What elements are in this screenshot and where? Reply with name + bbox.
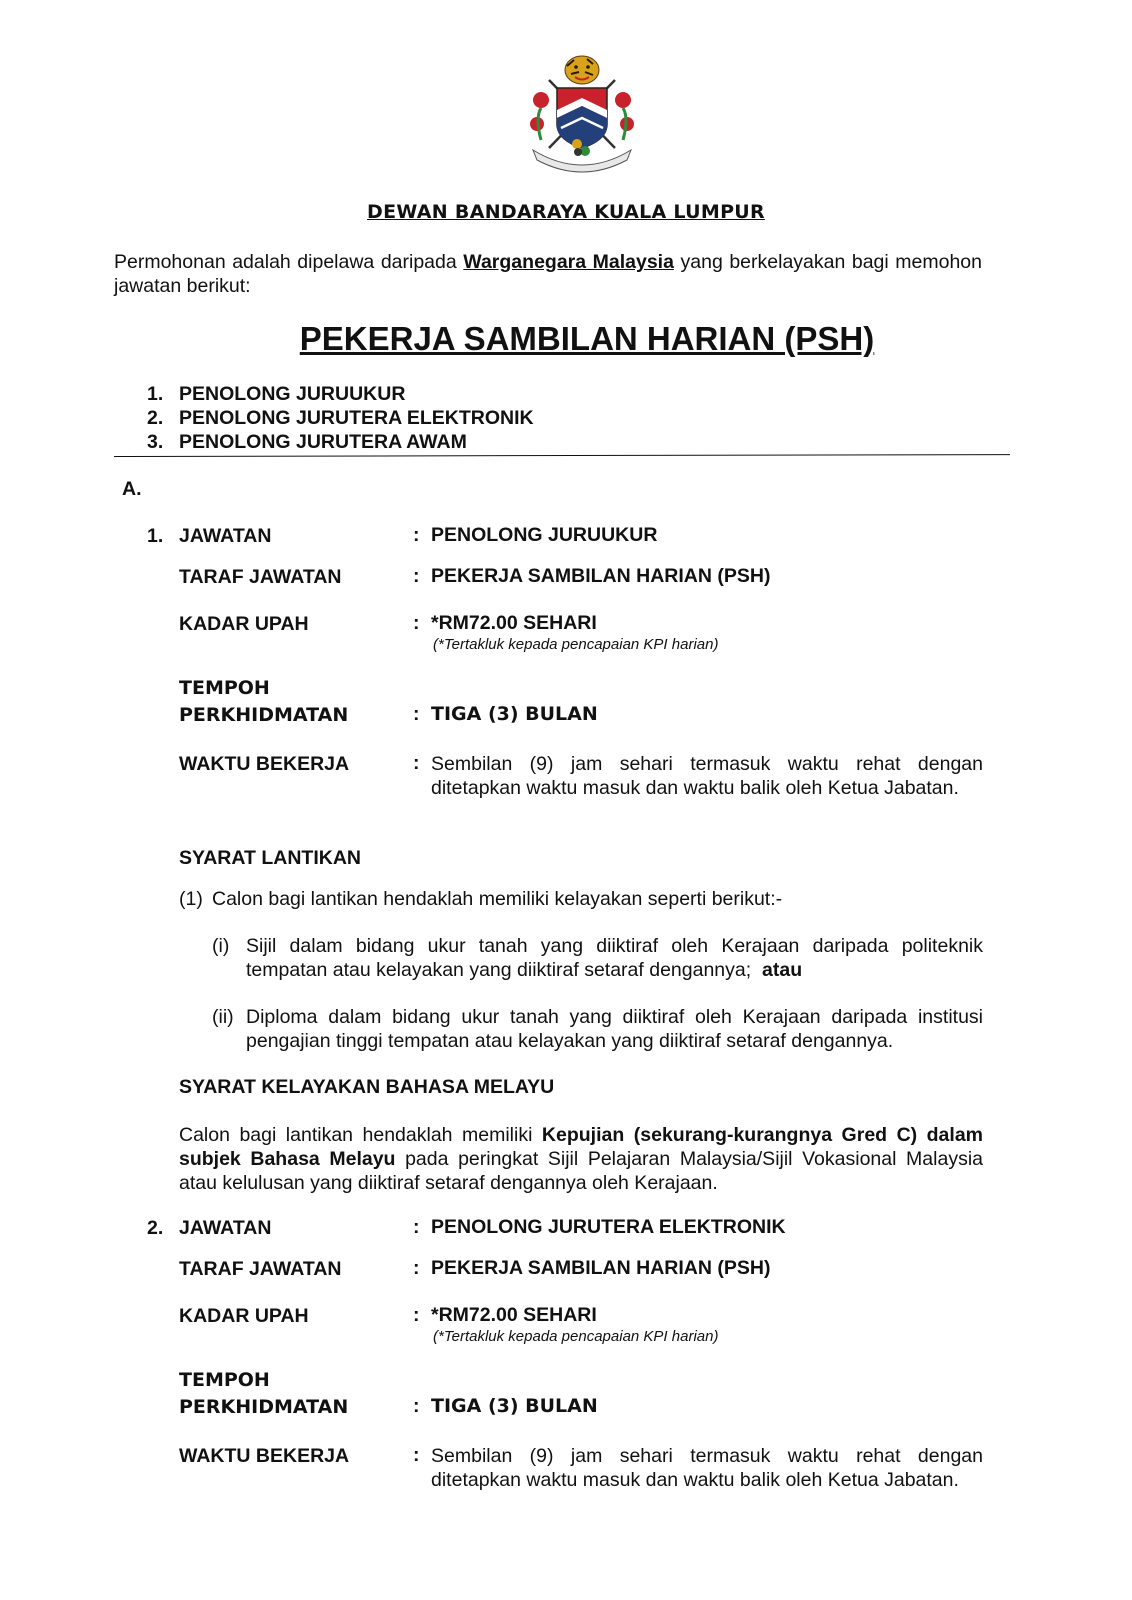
page-title: PEKERJA SAMBILAN HARIAN (PSH)	[299, 320, 875, 357]
value-kadar: *RM72.00 SEHARI	[431, 612, 597, 634]
lantikan-item-text: Sijil dalam bidang ukur tanah yang diiktiraf oleh Kerajaan daripada politeknik tempatan atau kelayakan yang diiktiraf setaraf dengannya;	[246, 935, 983, 981]
label-taraf: TARAF JAWATAN	[179, 1258, 342, 1280]
list-item-text: PENOLONG JURUTERA AWAM	[179, 431, 467, 453]
list-item-text: PENOLONG JURUTERA ELEKTRONIK	[179, 407, 534, 429]
label-tempoh-line1: TEMPOH	[179, 677, 270, 699]
list-item-number: 2.	[147, 407, 164, 429]
lantikan-intro-number: (1)	[179, 888, 203, 910]
value-tempoh: TIGA (3) BULAN	[431, 1395, 598, 1417]
value-kadar: *RM72.00 SEHARI	[431, 1304, 597, 1326]
colon: :	[413, 612, 420, 634]
label-tempoh-line1: TEMPOH	[179, 1369, 270, 1391]
intro-text-before: Permohonan adalah dipelawa daripada	[114, 251, 457, 273]
intro-paragraph	[114, 250, 982, 298]
value-waktu: Sembilan (9) jam sehari termasuk waktu rehat dengan ditetapkan waktu masuk dan waktu balik oleh Ketua Jabatan.	[431, 753, 983, 799]
bahasa-text-bold: Kepujian (sekurang-kurangnya Gred C) dalam subjek Bahasa Melayu	[179, 1124, 983, 1170]
lantikan-item-suffix: atau	[762, 959, 803, 981]
label-tempoh-line2: PERKHIDMATAN	[179, 1396, 349, 1418]
colon: :	[413, 703, 420, 725]
bahasa-paragraph	[179, 1123, 983, 1195]
list-item	[147, 382, 534, 406]
colon: :	[413, 1304, 420, 1326]
job-number: 2.	[147, 1217, 164, 1239]
list-item-number: 1.	[147, 383, 164, 405]
lantikan-item-text: Diploma dalam bidang ukur tanah yang diiktiraf oleh Kerajaan daripada institusi pengajian tinggi tempatan atau kelayakan yang diiktiraf setaraf dengannya.	[246, 1006, 983, 1052]
label-jawatan: JAWATAN	[179, 1217, 272, 1239]
intro-emphasis: Warganegara Malaysia	[463, 251, 674, 273]
section-label: A.	[122, 478, 142, 500]
job-number: 1.	[147, 525, 164, 547]
kadar-note: (*Tertakluk kepada pencapaian KPI harian)	[433, 636, 719, 653]
value-tempoh: TIGA (3) BULAN	[431, 703, 598, 725]
lantikan-item-number: (ii)	[212, 1006, 234, 1028]
divider	[114, 454, 1010, 457]
colon: :	[413, 752, 420, 774]
list-item-number: 3.	[147, 431, 164, 453]
label-syarat-lantikan: SYARAT LANTIKAN	[179, 847, 362, 869]
value-waktu: Sembilan (9) jam sehari termasuk waktu rehat dengan ditetapkan waktu masuk dan waktu balik oleh Ketua Jabatan.	[431, 1445, 983, 1491]
bahasa-text-before: Calon bagi lantikan hendaklah memiliki	[179, 1124, 533, 1146]
label-kadar: KADAR UPAH	[179, 613, 309, 635]
list-item	[147, 406, 534, 430]
label-taraf: TARAF JAWATAN	[179, 566, 342, 588]
label-jawatan: JAWATAN	[179, 525, 272, 547]
colon: :	[413, 1257, 420, 1279]
lantikan-item	[246, 1005, 983, 1053]
colon: :	[413, 1216, 420, 1238]
list-item	[147, 430, 534, 454]
organization-heading: DEWAN BANDARAYA KUALA LUMPUR	[367, 201, 765, 223]
label-kadar: KADAR UPAH	[179, 1305, 309, 1327]
colon: :	[413, 1395, 420, 1417]
list-item-text: PENOLONG JURUUKUR	[179, 383, 406, 405]
colon: :	[413, 1444, 420, 1466]
lantikan-item-number: (i)	[212, 935, 230, 957]
bahasa-text-after: pada peringkat Sijil Pelajaran Malaysia/Sijil Vokasional Malaysia atau kelulusan yang diiktiraf setaraf dengannya oleh Kerajaan.	[179, 1148, 983, 1194]
lantikan-intro: Calon bagi lantikan hendaklah memiliki kelayakan seperti berikut:-	[212, 888, 783, 910]
label-tempoh-line2: PERKHIDMATAN	[179, 704, 349, 726]
lantikan-item	[246, 934, 983, 982]
label-waktu: WAKTU BEKERJA	[179, 753, 350, 775]
value-jawatan: PENOLONG JURUUKUR	[431, 524, 658, 546]
value-taraf: PEKERJA SAMBILAN HARIAN (PSH)	[431, 565, 771, 587]
label-waktu: WAKTU BEKERJA	[179, 1445, 350, 1467]
dbkl-crest-logo	[527, 52, 637, 174]
intro-text-after: yang berkelayakan bagi memohon jawatan berikut:	[114, 251, 982, 297]
colon: :	[413, 565, 420, 587]
value-jawatan: PENOLONG JURUTERA ELEKTRONIK	[431, 1216, 786, 1238]
kadar-note: (*Tertakluk kepada pencapaian KPI harian)	[433, 1328, 719, 1345]
position-list	[147, 382, 534, 454]
label-syarat-bahasa: SYARAT KELAYAKAN BAHASA MELAYU	[179, 1076, 555, 1098]
value-taraf: PEKERJA SAMBILAN HARIAN (PSH)	[431, 1257, 771, 1279]
colon: :	[413, 524, 420, 546]
